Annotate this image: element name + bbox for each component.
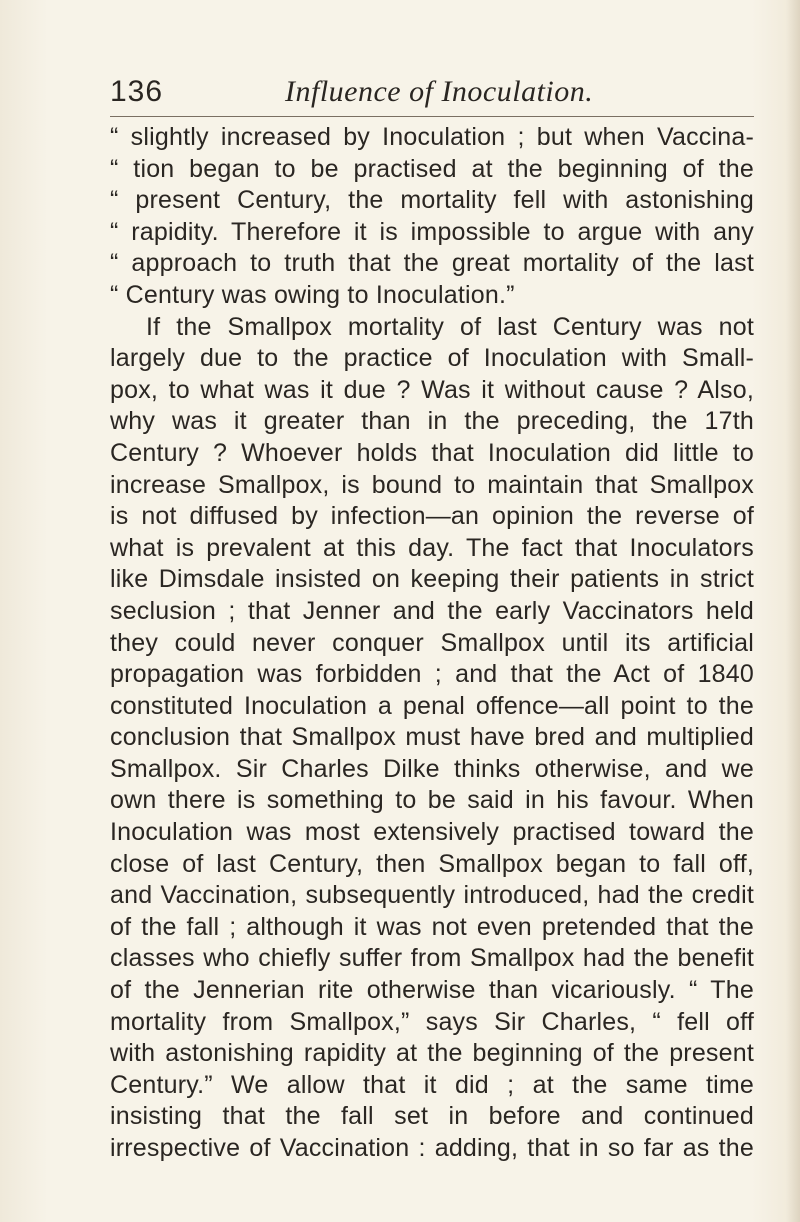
text-line: Century.” We allow that it did ; at the same time	[110, 1070, 754, 1099]
text-line: Inoculation was most extensively practised toward the	[110, 818, 754, 847]
text-line: close of last Century, then Smallpox began to fall off,	[110, 849, 754, 878]
text-line: mortality from Smallpox,” says Sir Charles, “ fell off	[110, 1007, 754, 1036]
text-line: of the Jennerian rite otherwise than vicariously. “ The	[110, 976, 754, 1005]
text-line: “ present Century, the mortality fell with astonishing	[110, 186, 754, 215]
text-line: Smallpox. Sir Charles Dilke thinks otherwise, and we	[110, 754, 754, 783]
text-line: “ tion began to be practised at the beginning of the	[110, 154, 754, 183]
text-line: “ slightly increased by Inoculation ; but when Vaccina-	[110, 123, 754, 151]
page-header	[110, 72, 710, 112]
text-line: propagation was forbidden ; and that the Act of 1840	[110, 660, 754, 689]
text-line: of the fall ; although it was not even pretended that the	[110, 912, 754, 941]
text-line: is not diffused by infection—an opinion the reverse of	[110, 502, 754, 531]
text-line: own there is something to be said in his favour. When	[110, 786, 754, 815]
text-line: irrespective of Vaccination : adding, that in so far as the	[110, 1134, 754, 1162]
text-line: increase Smallpox, is bound to maintain that Smallpox	[110, 470, 754, 499]
text-line: conclusion that Smallpox must have bred and multiplied	[110, 723, 754, 752]
body-text	[110, 122, 754, 1165]
text-line: “ approach to truth that the great mortality of the last	[110, 249, 754, 278]
text-line: Century ? Whoever holds that Inoculation did little to	[110, 438, 754, 467]
text-line: they could never conquer Smallpox until its artificial	[110, 628, 754, 657]
text-line: pox, to what was it due ? Was it without cause ? Also,	[110, 375, 754, 404]
text-line: why was it greater than in the preceding, the 17th	[110, 407, 754, 436]
paragraph-first-line: If the Smallpox mortality of last Century was not	[146, 312, 754, 341]
text-line: with astonishing rapidity at the beginning of the present	[110, 1039, 754, 1068]
text-line: and Vaccination, subsequently introduced, had the credit	[110, 881, 754, 910]
text-line: largely due to the practice of Inoculation with Small-	[110, 344, 754, 373]
text-line: classes who chiefly suffer from Smallpox had the benefit	[110, 944, 754, 973]
text-line: “ Century was owing to Inoculation.”	[110, 280, 515, 309]
text-line: like Dimsdale insisted on keeping their patients in strict	[110, 565, 754, 594]
running-title: Influence of Inoculation.	[285, 75, 594, 108]
text-line: “ rapidity. Therefore it is impossible to argue with any	[110, 217, 754, 246]
text-line: constituted Inoculation a penal offence—all point to the	[110, 691, 754, 720]
page-number: 136	[110, 75, 164, 108]
text-line: insisting that the fall set in before and continued	[110, 1102, 754, 1131]
header-rule	[110, 116, 754, 117]
text-line: what is prevalent at this day. The fact that Inoculators	[110, 533, 754, 562]
page-edge-shadow	[786, 0, 800, 1222]
text-line: seclusion ; that Jenner and the early Vaccinators held	[110, 596, 754, 625]
